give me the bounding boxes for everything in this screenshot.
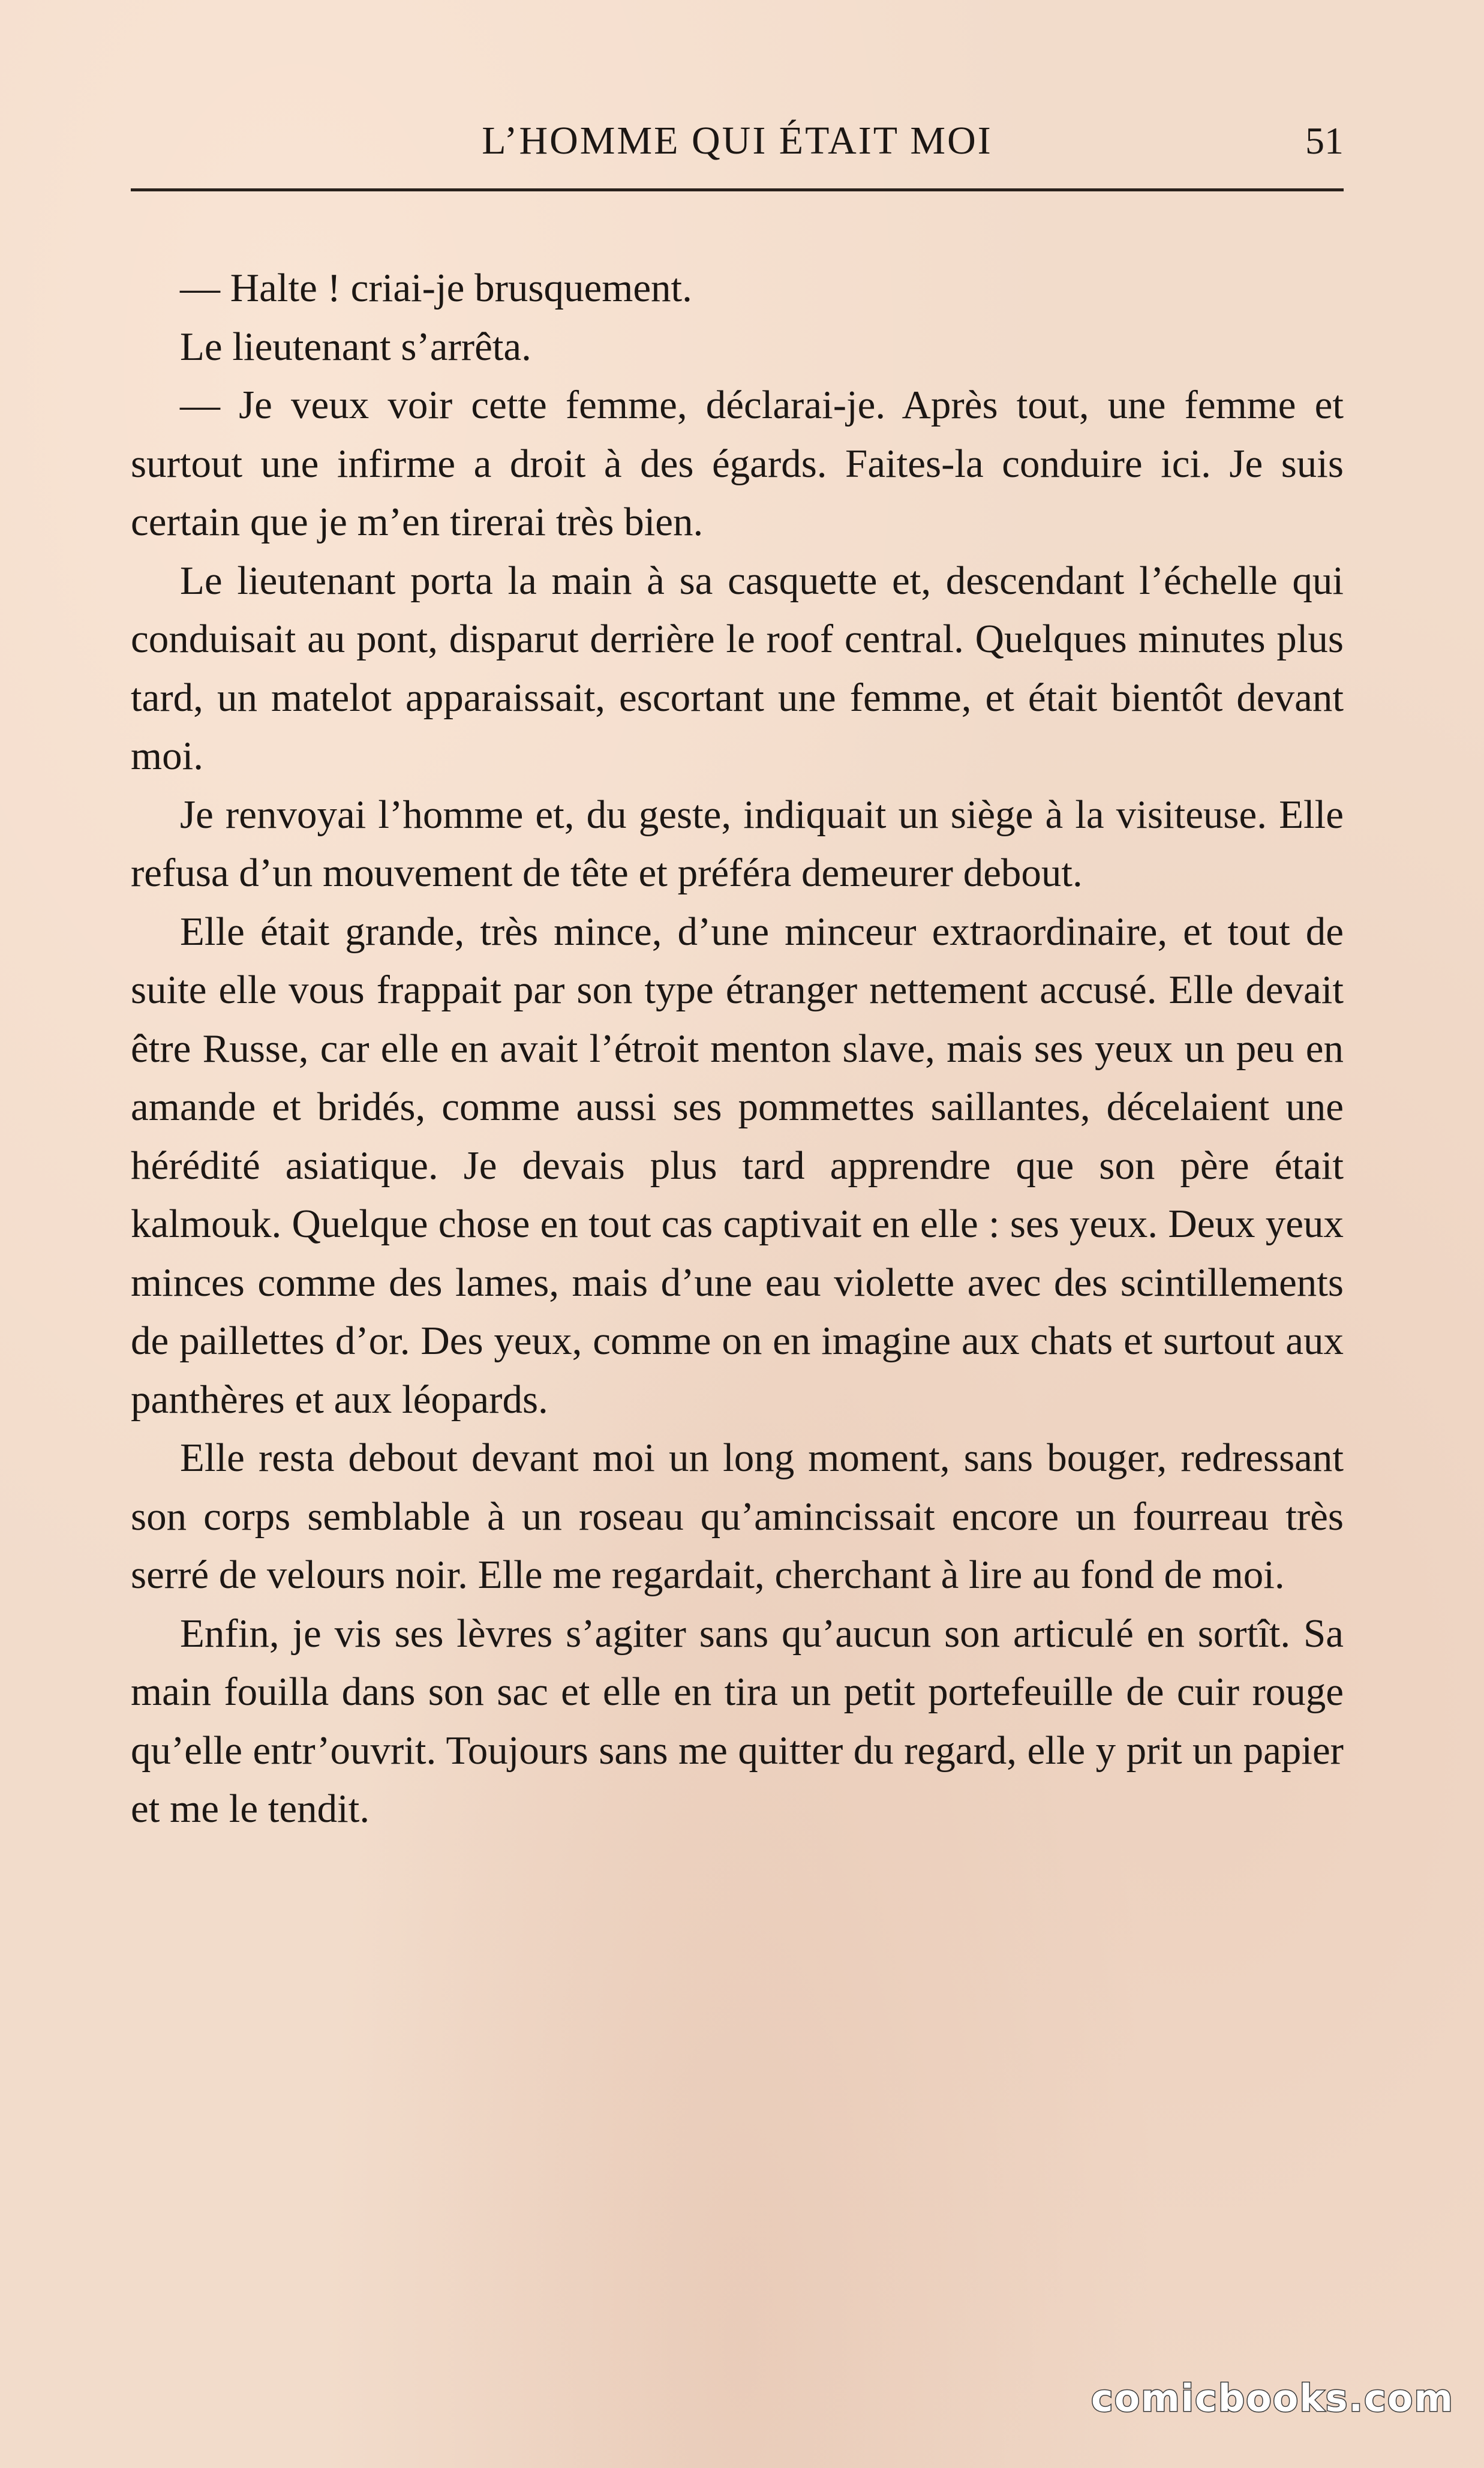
watermark: comicbooks.com <box>1091 2376 1454 2420</box>
running-title: L’HOMME QUI ÉTAIT MOI <box>482 119 993 163</box>
paragraph: Enfin, je vis ses lèvres s’agiter sans qu’aucun son articulé en sortît. Sa main fouilla dans son sac et elle en tira un petit portefeuille de cuir rouge qu’elle entr’ouvrit. Toujours sans me quitter du regard, elle y prit un papier et me le tendit. <box>131 1611 1344 1831</box>
header-rule <box>131 188 1344 191</box>
paragraph: — Halte ! criai-je brusquement. <box>180 266 692 310</box>
paragraph: Le lieutenant s’arrêta. <box>180 324 531 369</box>
paragraph: Je renvoyai l’homme et, du geste, indiquait un siège à la visiteuse. Elle refusa d’un mouvement de tête et préféra demeurer debout. <box>131 792 1344 895</box>
paragraph: Elle resta debout devant moi un long moment, sans bouger, redressant son corps semblable à un roseau qu’amincissait encore un fourreau très serré de velours noir. Elle me regardait, cherchant à lire au fond de moi. <box>131 1436 1344 1597</box>
paragraph: Elle était grande, très mince, d’une minceur extraordinaire, et tout de suite elle vous frappait par son type étranger nettement accusé. Elle devait être Russe, car elle en avait l’étroit menton slave, mais ses yeux un peu en amande et bridés, comme aussi ses pommettes saillantes, décelaient une hérédité asiatique. Je devais plus tard apprendre que son père était kalmouk. Quelque chose en tout cas captivait en elle : ses yeux. Deux yeux minces comme des lames, mais d’une eau violette avec des scintillements de paillettes d’or. Des yeux, comme on en imagine aux chats et surtout aux panthères et aux léopards. <box>131 909 1344 1422</box>
page-number: 51 <box>1305 119 1344 162</box>
body-text <box>131 259 1344 1839</box>
paragraph: — Je veux voir cette femme, déclarai-je. Après tout, une femme et surtout une infirme a droit à des égards. Faites-la conduire ici. Je suis certain que je m’en tirerai très bien. <box>131 383 1344 544</box>
running-head <box>131 111 1344 171</box>
paragraph: Le lieutenant porta la main à sa casquette et, descendant l’échelle qui conduisait au pont, disparut derrière le roof central. Quelques minutes plus tard, un matelot apparaissait, escortant une femme, et était bientôt devant moi. <box>131 558 1344 778</box>
